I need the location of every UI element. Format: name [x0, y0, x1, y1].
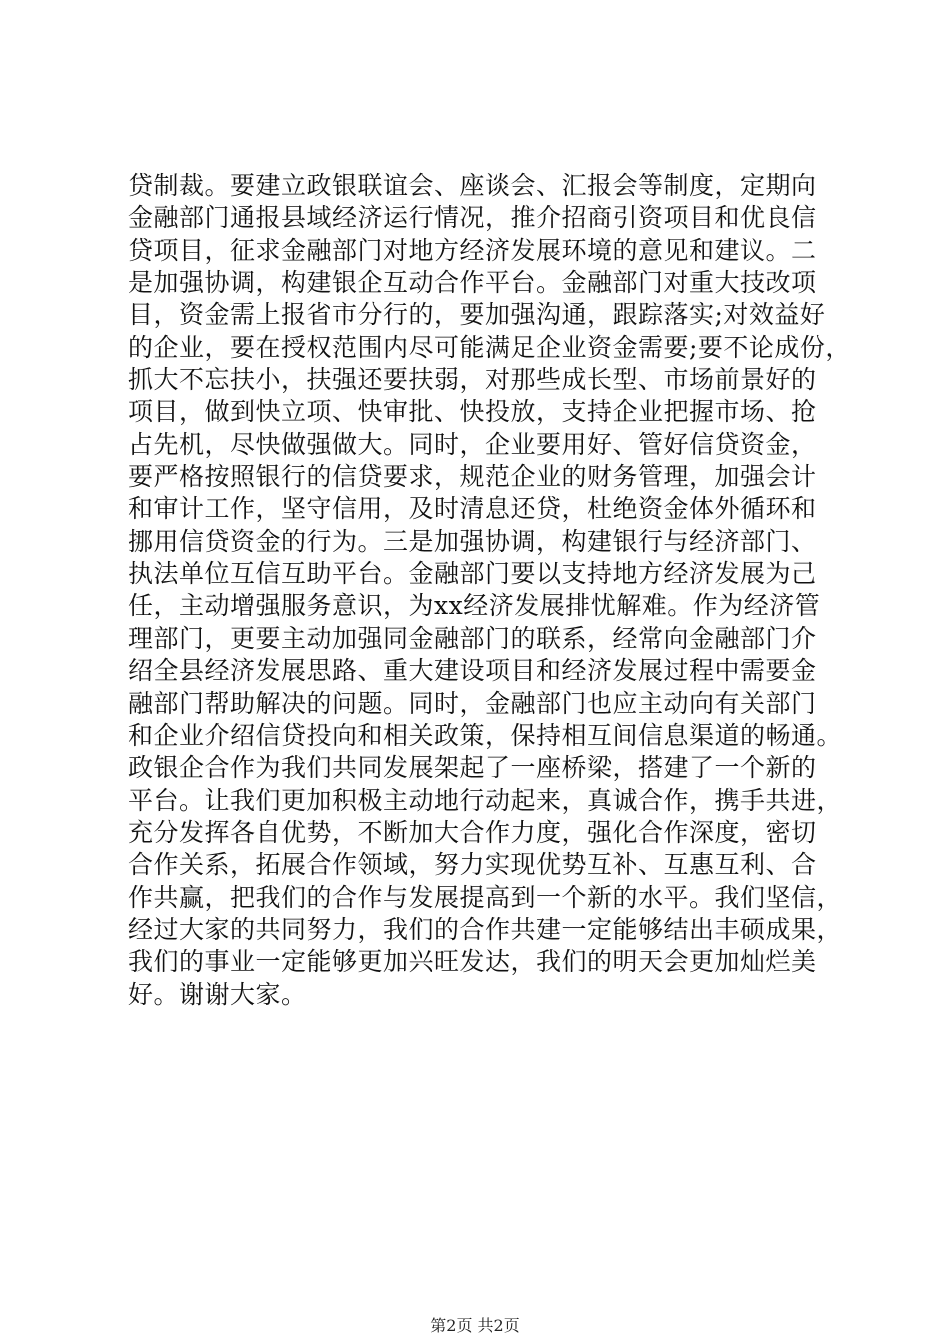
page-number-footer: 第2页 共2页	[430, 1316, 520, 1335]
text-line: 和企业介绍信贷投向和相关政策，保持相互间信息渠道的畅通。	[128, 720, 843, 750]
text-line: 的企业，要在授权范围内尽可能满足企业资金需要;要不论成份，	[128, 332, 851, 362]
text-line: 金融部门通报县域经济运行情况，推介招商引资项目和优良信	[128, 203, 817, 233]
text-line: 经过大家的共同努力，我们的合作共建一定能够结出丰硕成果，	[128, 914, 843, 944]
body-text	[128, 170, 851, 1011]
text-line: 贷制裁。要建立政银联谊会、座谈会、汇报会等制度，定期向	[128, 171, 817, 200]
text-line: 绍全县经济发展思路、重大建设项目和经济发展过程中需要金	[128, 656, 817, 686]
text-line: 和审计工作，坚守信用，及时清息还贷，杜绝资金体外循环和	[128, 494, 817, 524]
text-line: 作共赢，把我们的合作与发展提高到一个新的水平。我们坚信，	[128, 882, 843, 912]
text-line: 融部门帮助解决的问题。同时，金融部门也应主动向有关部门	[128, 688, 817, 718]
text-line: 好。谢谢大家。	[128, 979, 307, 1009]
text-line: 充分发挥各自优势，不断加大合作力度，强化合作深度，密切	[128, 817, 817, 847]
text-line: 理部门，更要主动加强同金融部门的联系，经常向金融部门介	[128, 623, 817, 653]
text-line: 政银企合作为我们共同发展架起了一座桥梁，搭建了一个新的	[128, 753, 817, 783]
text-line: 执法单位互信互助平台。金融部门要以支持地方经济发展为己	[128, 559, 817, 589]
text-line: 占先机，尽快做强做大。同时，企业要用好、管好信贷资金，	[128, 429, 817, 459]
text-line: 要严格按照银行的信贷要求，规范企业的财务管理，加强会计	[128, 462, 817, 492]
text-line: 合作关系，拓展合作领域，努力实现优势互补、互惠互利、合	[128, 850, 817, 880]
text-line: 项目，做到快立项、快审批、快投放，支持企业把握市场、抢	[128, 397, 817, 427]
text-line: 是加强协调，构建银企互动合作平台。金融部门对重大技改项	[128, 268, 817, 298]
text-line: 贷项目，征求金融部门对地方经济发展环境的意见和建议。二	[128, 235, 817, 265]
text-line: 任，主动增强服务意识，为xx经济发展排忧解难。作为经济管	[128, 591, 821, 621]
text-line: 目，资金需上报省市分行的，要加强沟通，跟踪落实;对效益好	[128, 300, 826, 330]
text-line: 抓大不忘扶小，扶强还要扶弱，对那些成长型、市场前景好的	[128, 365, 817, 395]
text-line: 平台。让我们更加积极主动地行动起来，真诚合作，携手共进，	[128, 785, 843, 815]
text-line: 我们的事业一定能够更加兴旺发达，我们的明天会更加灿烂美	[128, 947, 817, 977]
text-line: 挪用信贷资金的行为。三是加强协调，构建银行与经济部门、	[128, 526, 817, 556]
